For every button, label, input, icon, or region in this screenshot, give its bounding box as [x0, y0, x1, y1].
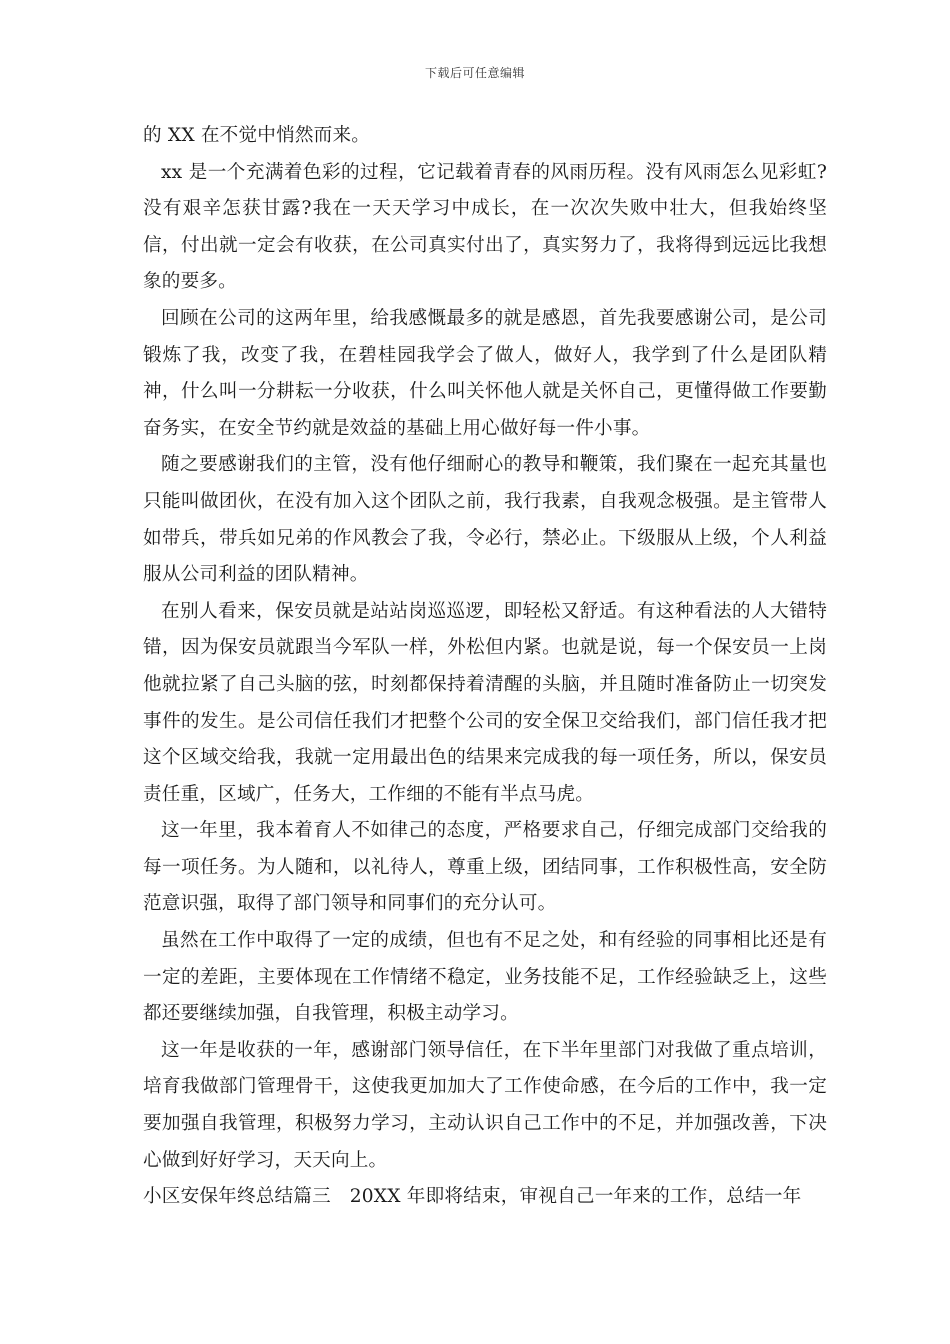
paragraph: 的 XX 在不觉中悄然而来。: [143, 125, 371, 146]
document-body: [143, 118, 827, 1216]
paragraph: 虽然在工作中取得了一定的成绩，但也有不足之处，和有经验的同事相比还是有一定的差距，主要体现在工作情绪不稳定，业务技能不足，工作经验缺乏上，这些都还要继续加强，自我管理，积极主动学习。: [143, 930, 827, 1025]
paragraph: 在别人看来，保安员就是站站岗巡巡逻，即轻松又舒适。有这种看法的人大错特错，因为保安员就跟当今军队一样，外松但内紧。也就是说，每一个保安员一上岗他就拉紧了自己头脑的弦，时刻都保持着清醒的头脑，并且随时准备防止一切突发事件的发生。是公司信任我们才把整个公司的安全保卫交给我们，部门信任我才把这个区域交给我，我就一定用最出色的结果来完成我的每一项任务，所以，保安员责任重，区域广，任务大，工作细的不能有半点马虎。: [143, 600, 827, 805]
section-heading-line: 小区安保年终总结篇三 20XX 年即将结束，审视自己一年来的工作，总结一年: [143, 1186, 802, 1208]
paragraph: 随之要感谢我们的主管，没有他仔细耐心的教导和鞭策，我们聚在一起充其量也只能叫做团伙，在没有加入这个团队之前，我行我素，自我观念极强。是主管带人如带兵，带兵如兄弟的作风教会了我，令必行，禁必止。下级服从上级，个人利益服从公司利益的团队精神。: [143, 454, 827, 586]
page-header: 下载后可任意编辑: [424, 66, 525, 80]
paragraph: 回顾在公司的这两年里，给我感慨最多的就是感恩，首先我要感谢公司，是公司锻炼了我，改变了我，在碧桂园我学会了做人，做好人，我学到了什么是团队精神，什么叫一分耕耘一分收获，什么叫关怀他人就是关怀自己，更懂得做工作要勤奋务实，在安全节约就是效益的基础上用心做好每一件小事。: [143, 307, 827, 439]
paragraph: 这一年里，我本着育人不如律己的态度，严格要求自己，仔细完成部门交给我的每一项任务。为人随和，以礼待人，尊重上级，团结同事，工作积极性高，安全防范意识强，取得了部门领导和同事们的充分认可。: [143, 820, 827, 915]
paragraph: xx 是一个充满着色彩的过程，它记载着青春的风雨历程。没有风雨怎么见彩虹?没有艰辛怎获甘露?我在一天天学习中成长，在一次次失败中壮大，但我始终坚信，付出就一定会有收获，在公司真实付出了，真实努力了，我将得到远远比我想象的要多。: [143, 161, 827, 293]
paragraph: 这一年是收获的一年，感谢部门领导信任，在下半年里部门对我做了重点培训，培育我做部门管理骨干，这使我更加加大了工作使命感，在今后的工作中，我一定要加强自我管理，积极努力学习，主动认识自己工作中的不足，并加强改善，下决心做到好好学习，天天向上。: [143, 1039, 827, 1171]
